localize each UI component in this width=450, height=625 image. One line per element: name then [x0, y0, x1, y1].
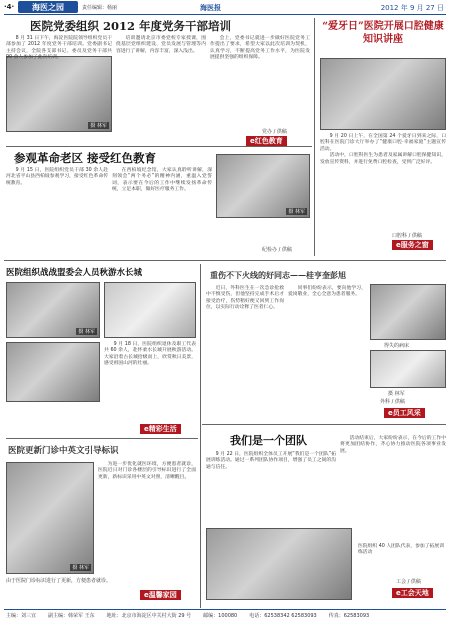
doctor-tag-label: e员工风采 [388, 409, 421, 417]
divider-gate-top [6, 438, 198, 439]
team-byline: 工会 / 供稿 [396, 579, 421, 585]
visit-photo [216, 154, 310, 218]
footer-postcode: 邮编：100080 [203, 613, 238, 619]
dental-byline: 口腔科 / 供稿 [392, 233, 422, 239]
footer-tel: 电话：62538342 62583093 [249, 613, 317, 619]
gate-tag [140, 590, 181, 600]
gate-title: 医院更新门诊中英文引导标识 [8, 446, 119, 456]
greatwall-tag [140, 424, 181, 434]
team-photo-caption-box [358, 544, 446, 574]
masthead-logo-text: 海医之园 [32, 2, 64, 12]
visit-para1: 9 月 15 日，医院组织党员干部 30 余人赴河北省平山县西柏坡参观学习，接受红色革命传统教育。 [6, 168, 108, 186]
issue-date: 2012 年 9 月 27 日 [380, 4, 444, 12]
paper-name: 海医报 [200, 4, 221, 12]
footer-assoc-editor: 副主编：韩荣军 王东 [48, 613, 95, 619]
dental-title-text: “爱牙日”医院开展口腔健康知识讲座 [322, 21, 444, 45]
divider-middle [4, 260, 446, 261]
team-photo [206, 528, 352, 600]
training-tag-label: e红色教育 [250, 137, 283, 145]
gate-tag-label: e温馨家园 [144, 591, 177, 599]
team-tag [392, 588, 433, 598]
greatwall-para1: 9 月 18 日，医院组织退休及职工代表共 60 余人，赴怀柔水长城开展秋游活动。大家沿着古长城拾级而上，欣赏秋日美景，感受祖国山河的壮丽。 [104, 342, 196, 367]
team-photo-caption: 医院组织 40 人团队代表，参加了拓展训练活动 [358, 544, 444, 556]
doctor-title: 重伤不下火线的好同志——桂亨奎彭旭 [210, 270, 346, 280]
doctor-photo-caption-2: 摄 林军 [388, 391, 405, 397]
greatwall-photo-3 [6, 342, 100, 402]
dental-para2: 活动中，口腔科医生为患者及家属讲解口腔保健知识，发放宣传资料，并进行免费口腔检查，受到广泛好评。 [320, 153, 446, 165]
header-rule [4, 14, 446, 15]
dental-tag [392, 240, 433, 250]
gate-para1: 为进一步优化就医环境，方便患者就诊，医院近日对门诊各楼层的引导标识进行了全面更新，新标识采用中英文对照，清晰醒目。 [98, 462, 196, 480]
team-para2: 活动结束后，大家纷纷表示，在今后的工作中将更加团结协作，齐心协力推动医院各项事业发展。 [340, 436, 446, 454]
visit-photo-caption: 摄 林军 [288, 209, 305, 215]
greatwall-body [104, 342, 196, 422]
masthead-logo [18, 1, 78, 13]
training-byline: 党办 / 供稿 [262, 129, 287, 135]
team-para1: 9 月 22 日，医院组织全体员工开展“我们是一个团队”拓展训练活动。通过一系列团队协作项目，增强了员工之间的沟通与信任。 [206, 452, 336, 470]
dental-photo [320, 58, 446, 130]
doctor-body-2 [288, 286, 366, 426]
doctor-photo-caption: 得失的病床 [384, 343, 410, 349]
team-body-2 [340, 436, 446, 526]
greatwall-photo-2 [104, 282, 196, 338]
page-number: ·4· [4, 3, 15, 11]
greatwall-photo-1-caption: 摄 林军 [78, 329, 95, 335]
team-body [206, 452, 336, 526]
visit-title: 参观革命老区 接受红色教育 [14, 151, 157, 165]
footer-fax: 传真：62583093 [328, 613, 370, 619]
visit-body-2 [112, 168, 212, 256]
divider-visit-top [6, 146, 312, 147]
gate-body [98, 462, 196, 574]
vertical-rule-middle [200, 264, 201, 608]
training-para2: 培训邀请北京市委党校专家授课，围绕基层党组织建设、党员发展与管理等内容进行了讲解，内容丰富，深入浅出。 [116, 36, 206, 54]
training-intro [6, 36, 112, 61]
visit-para2: 在西柏坡纪念馆，大家认真聆听讲解，深刻领会“两个务必”的精神内涵，重温入党誓词，表示要在今后的工作中继续发扬革命传统，立足本职，做好医疗服务工作。 [112, 168, 212, 193]
doctor-para1: 近日，外科医生在一次急诊抢救中不慎受伤，但他坚持完成手术后才接受治疗，伤势稍好便又回到工作岗位，以实际行动诠释了医者仁心。 [206, 286, 284, 311]
gate-photo [6, 462, 94, 574]
footer-editor: 主编：刘三宜 [6, 613, 37, 619]
visit-byline: 纪检办 / 供稿 [262, 247, 292, 253]
footer-rule [4, 609, 446, 610]
doctor-photo-2 [370, 350, 446, 388]
training-para1: 8 月 31 日下午，海淀医院院领导组织党员干部参加了 2012 年度党务干部培训。党委副书记主持会议，全院各支部书记、委员及党务干部共 90 余人参加了此次培训。 [6, 36, 112, 61]
dental-para1: 9 月 20 日上午，在全国第 24 个爱牙日到来之际，口腔科在医院门诊大厅举办了“健康口腔·幸福家庭”主题宣传活动。 [320, 134, 446, 152]
gate-caption-below: 由于医院门诊标识进行了更新，方便患者就诊。 [6, 578, 112, 584]
doctor-photo [370, 284, 446, 340]
section-editor: 责任编辑：杨丽 [82, 5, 118, 11]
training-para3: 会上，党委书记就进一步做好医院党务工作提出了要求，希望大家以此次培训为契机，认真学习，不断提高党务工作水平，为医院发展提供坚强的组织保障。 [210, 36, 310, 61]
page-header [0, 0, 450, 16]
vertical-rule-right-top [314, 18, 315, 256]
training-photo [6, 56, 112, 132]
training-title: 医院党委组织 2012 年度党务干部培训 [30, 19, 232, 33]
training-photo-caption: 摄 林军 [90, 123, 107, 129]
page-footer [6, 612, 446, 622]
training-tag [246, 136, 287, 146]
team-tag-label: e工会天地 [396, 589, 429, 597]
doctor-para2: 同事们纷纷表示，要向他学习，爱岗敬业，全心全意为患者服务。 [288, 286, 366, 298]
training-body [116, 36, 206, 136]
footer-address: 地址：北京市海淀区中关村大街 29 号 [106, 613, 192, 619]
doctor-byline: 外科 / 供稿 [380, 399, 405, 405]
doctor-body [206, 286, 284, 426]
greatwall-photo-1 [6, 282, 100, 338]
doctor-tag [384, 408, 425, 418]
dental-title [320, 20, 446, 46]
training-body-2 [210, 36, 310, 128]
greatwall-title: 医院组织战战盟委会人员秋游水长城 [6, 268, 143, 278]
team-title: 我们是一个团队 [230, 434, 307, 447]
dental-tag-label: e服务之窗 [396, 241, 429, 249]
divider-team-top [202, 424, 446, 425]
greatwall-tag-label: e精彩生活 [144, 425, 177, 433]
dental-body [320, 134, 446, 224]
gate-photo-caption: 摄 林军 [72, 565, 89, 571]
visit-body [6, 168, 108, 256]
